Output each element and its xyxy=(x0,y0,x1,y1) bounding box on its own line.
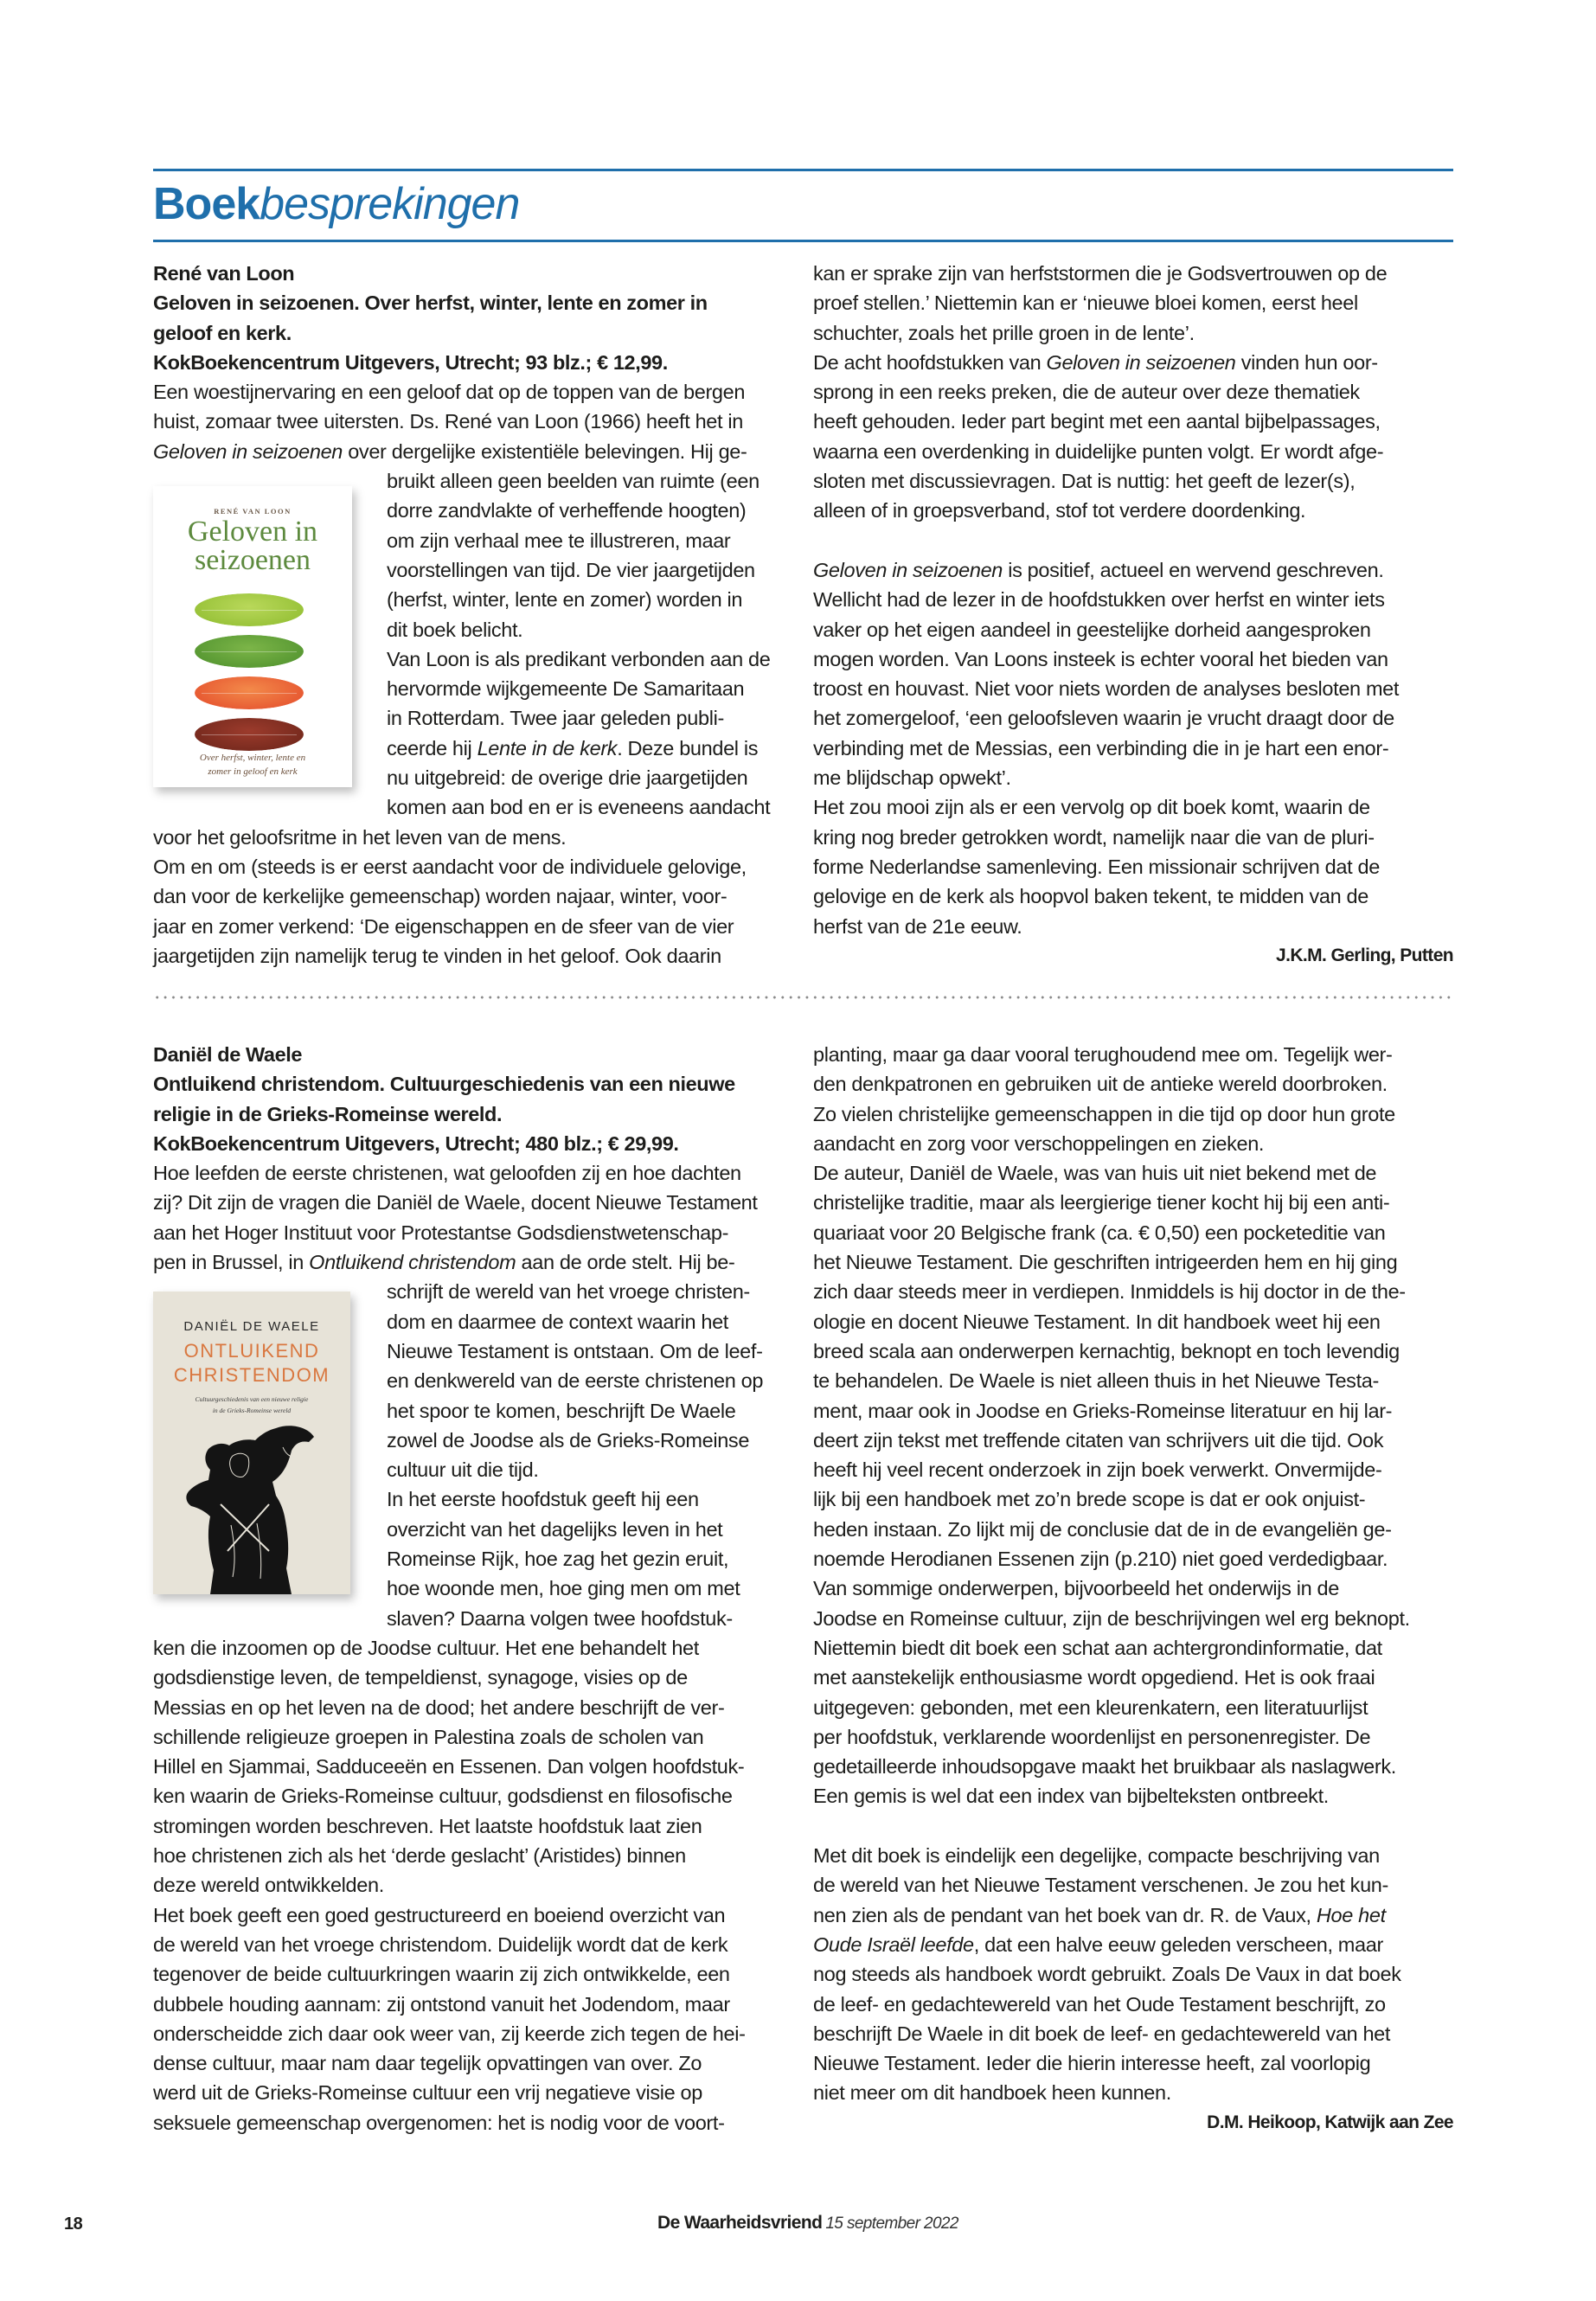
text-line: zij? Dit zijn de vragen die Daniël de Waele, docent Nieuwe Testament xyxy=(153,1191,758,1215)
review-1-reviewer: J.K.M. Gerling, Putten xyxy=(1276,945,1453,965)
book-title-italic: Ontluikend christendom xyxy=(309,1251,516,1274)
text-line xyxy=(813,555,1453,585)
text-line: ken waarin de Grieks-Romeinse cultuur, godsdienst en filosofische xyxy=(153,1785,733,1808)
text-line: werd uit de Grieks-Romeinse cultuur een vrij negatieve visie op xyxy=(153,2081,702,2105)
text-line: Hillel en Sjammai, Sadduceeën en Essenen. Dan volgen hoofdstuk- xyxy=(153,1755,745,1779)
text-line: deze wereld ontwikkelden. xyxy=(153,1874,384,1897)
cover-title-line: CHRISTENDOM xyxy=(173,1364,330,1386)
cover-title xyxy=(153,517,352,574)
text-line: Hoe leefden de eerste christenen, wat geloofden zij en hoe dachten xyxy=(153,1162,741,1185)
text-line: Van sommige onderwerpen, bijvoorbeeld het onderwijs in de xyxy=(813,1577,1339,1600)
review-1-title-line: Geloven in seizoenen. Over herfst, winter, lente en zomer in xyxy=(153,292,708,315)
text-line: nu uitgebreid: de overige drie jaargetijden xyxy=(387,766,748,790)
review-1-body-right xyxy=(813,259,1453,941)
text-line: zowel de Joodse als de Grieks-Romeinse xyxy=(387,1428,750,1452)
text-line: Wellicht had de lezer in de hoofdstukken over herfst en winter iets xyxy=(813,588,1385,612)
text-line: de leef- en gedachtewereld van het Oude Testament beschrijft, zo xyxy=(813,1992,1386,2016)
section-title-bold: Boek xyxy=(153,179,260,229)
text-line: schrijft de wereld van het vroege christen- xyxy=(387,1280,750,1304)
leaf-icon-green xyxy=(195,635,304,668)
text-segment: vinden hun oor- xyxy=(1235,350,1378,374)
section-title-italic: besprekingen xyxy=(260,179,520,229)
text-segment: is positief, actueel en wervend geschreven. xyxy=(1003,558,1384,581)
book-title-italic: Lente in de kerk xyxy=(477,736,618,760)
text-line: kring nog breder getrokken wordt, namelijk naar die van de pluri- xyxy=(813,825,1375,849)
paragraph-gap xyxy=(813,526,1453,555)
leaf-icon-brown xyxy=(195,718,304,751)
cover-title-line: seizoenen xyxy=(194,544,311,576)
text-line: ment, maar ook in Joodse en Grieks-Romeinse literatuur en hij lar- xyxy=(813,1399,1393,1422)
text-line: noemde Herodianen Essenen zijn (p.210) niet goed verdedigbaar. xyxy=(813,1548,1388,1571)
text-line: Van Loon is als predikant verbonden aan de xyxy=(387,647,771,670)
book-title-italic: Geloven in seizoenen xyxy=(153,439,343,463)
text-line: Een gemis is wel dat een index van bijbelteksten ontbreekt. xyxy=(813,1785,1329,1808)
review-2-right-column xyxy=(813,1040,1453,2138)
cover-subtitle-line: zomer in geloof en kerk xyxy=(208,766,298,777)
cover-subtitle-line: Over herfst, winter, lente en xyxy=(199,753,306,763)
text-line: hoe christenen zich als het ‘derde geslacht’ (Aristides) binnen xyxy=(153,1844,686,1868)
good-shepherd-illustration-icon xyxy=(179,1421,326,1594)
text-line: dubbele houding aannam: zij ontstond vanuit het Jodendom, maar xyxy=(153,1992,730,2016)
cover-author: DANIËL DE WAELE xyxy=(183,1319,320,1334)
text-line: gedetailleerde inhoudsopgave maakt het bruikbaar als naslagwerk. xyxy=(813,1755,1396,1779)
text-line: heeft gehouden. Ieder part begint met een aantal bijbelpassages, xyxy=(813,410,1381,433)
leaf-icon-orange xyxy=(195,676,304,709)
book-title-italic: Geloven in seizoenen xyxy=(1046,350,1236,374)
text-line: (herfst, winter, lente en zomer) worden in xyxy=(387,588,743,612)
text-line: met aanstekelijk enthousiasme wordt opgediend. Het is ook fraai xyxy=(813,1666,1375,1689)
text-line: Joodse en Romeinse cultuur, zijn de beschrijvingen wel erg beknopt. xyxy=(813,1606,1410,1630)
text-line: forme Nederlandse samenleving. Een missionair schrijven dat de xyxy=(813,855,1380,878)
text-line: waarna een overdenking in duidelijke punten volgt. Er wordt afge- xyxy=(813,439,1384,463)
text-line: troost en houvast. Niet voor niets worden de analyses besloten met xyxy=(813,677,1400,701)
text-line: dense cultuur, maar nam daar tegelijk opvattingen van over. Zo xyxy=(153,2052,702,2075)
text-line: cultuur uit die tijd. xyxy=(387,1458,539,1482)
text-line: voor het geloofsritme in het leven van de mens. xyxy=(153,825,567,849)
text-line: herfst van de 21e eeuw. xyxy=(813,914,1022,938)
text-segment: pen in Brussel, in xyxy=(153,1251,310,1274)
cover-author: RENÉ VAN LOON xyxy=(214,507,292,516)
text-line: gelovige en de kerk als hoopvol baken tekent, te midden van de xyxy=(813,885,1368,908)
review-2-body-right xyxy=(813,1040,1453,2108)
text-line: Om en om (steeds is er eerst aandacht voor de individuele gelovige, xyxy=(153,855,747,878)
text-line: Een woestijnervaring en een geloof dat op de toppen van de bergen xyxy=(153,381,746,404)
publication-name: De Waarheidsvriend xyxy=(657,2213,823,2233)
leaf-icon-light-green xyxy=(195,593,304,626)
text-line: de wereld van het Nieuwe Testament verschenen. Je zou het kun- xyxy=(813,1874,1388,1897)
cover-subtitle xyxy=(153,751,352,779)
text-segment: ceerde hij xyxy=(387,736,478,760)
text-line: Messias en op het leven na de dood; het andere beschrijft de ver- xyxy=(153,1695,725,1719)
text-line xyxy=(813,1930,1453,1959)
text-line: aandacht en zorg voor verschoppelingen en zieken. xyxy=(813,1131,1265,1155)
text-line: dan voor de kerkelijke gemeenschap) worden najaar, winter, voor- xyxy=(153,885,727,908)
text-line: Niettemin biedt dit boek een schat aan achtergrondinformatie, dat xyxy=(813,1636,1382,1659)
review-1-publisher: KokBoekencentrum Uitgevers, Utrecht; 93 blz.; € 12,99. xyxy=(153,350,668,374)
text-line: verbinding met de Messias, een verbinding die in je hart een enor- xyxy=(813,736,1389,760)
text-line xyxy=(813,1900,1453,1930)
text-line: mogen worden. Van Loons insteek is echter vooral het bieden van xyxy=(813,647,1388,670)
publication-footer xyxy=(657,2213,958,2234)
text-line: Met dit boek is eindelijk een degelijke, compacte beschrijving van xyxy=(813,1844,1380,1868)
book-cover-geloven-in-seizoenen xyxy=(153,486,352,787)
text-line: stromingen worden beschreven. Het laatste hoofdstuk laat zien xyxy=(153,1814,702,1837)
text-line: den denkpatronen en gebruiken uit de antieke wereld doorbroken. xyxy=(813,1073,1388,1096)
book-title-italic: Oude Israël leefde xyxy=(813,1932,974,1956)
text-line: De auteur, Daniël de Waele, was van huis uit niet bekend met de xyxy=(813,1162,1377,1185)
review-2-publisher: KokBoekencentrum Uitgevers, Utrecht; 480 blz.; € 29,99. xyxy=(153,1131,679,1155)
text-line: kan er sprake zijn van herfststormen die je Godsvertrouwen op de xyxy=(813,262,1388,285)
cover-title-line: ONTLUIKEND xyxy=(183,1340,320,1362)
text-segment: . Deze bundel is xyxy=(617,736,759,760)
text-line: hoe woonde men, hoe ging men om met xyxy=(387,1577,740,1600)
text-line: quariaat voor 20 Belgische frank (ca. € 0,50) een pocketeditie van xyxy=(813,1221,1386,1244)
cover-subtitle-line: Cultuurgeschiedenis van een nieuwe religie xyxy=(195,1395,309,1403)
text-line: zich daar steeds meer in verdiepen. Inmiddels is hij doctor in de the- xyxy=(813,1280,1406,1304)
review-2-title-line: religie in de Grieks-Romeinse wereld. xyxy=(153,1102,503,1125)
text-line: breed scala aan onderwerpen kernachtig, beknopt en toch levendig xyxy=(813,1339,1400,1362)
text-line: onderscheidde zich daar ook weer van, zij keerde zich tegen de hei- xyxy=(153,2022,746,2045)
page-number: 18 xyxy=(64,2214,83,2234)
text-line: het zomergeloof, ‘een geloofsleven waarin je vrucht draagt door de xyxy=(813,707,1394,730)
text-line: ken die inzoomen op de Joodse cultuur. Het ene behandelt het xyxy=(153,1636,699,1659)
text-line: om zijn verhaal mee te illustreren, maar xyxy=(387,529,731,552)
text-line: dit boek belicht. xyxy=(387,618,523,641)
review-2-reviewer: D.M. Heikoop, Katwijk aan Zee xyxy=(1207,2112,1453,2132)
section-rule-bottom xyxy=(153,240,1453,242)
text-line: dorre zandvlakte of verheffende hoogten) xyxy=(387,499,747,522)
text-line: Romeinse Rijk, hoe zag het gezin eruit, xyxy=(387,1548,729,1571)
text-line: Nieuwe Testament. Ieder die hierin interesse heeft, zal voorlopig xyxy=(813,2052,1371,2075)
text-segment: , dat een halve eeuw geleden verscheen, maar xyxy=(973,1932,1383,1956)
text-segment: aan de orde stelt. Hij be- xyxy=(516,1251,735,1274)
text-line: proef stellen.’ Niettemin kan er ‘nieuwe bloei komen, eerst heel xyxy=(813,292,1358,315)
text-line: komen aan bod en er is eveneens aandacht xyxy=(387,796,771,819)
text-line: tegenover de beide cultuurkringen waarin zij zich ontwikkelde, een xyxy=(153,1963,730,1986)
cover-subtitle xyxy=(153,1394,350,1416)
text-line: beschrijft De Waele in dit boek de leef- en gedachtewereld van het xyxy=(813,2022,1391,2045)
review-1-title-line: geloof en kerk. xyxy=(153,321,292,344)
text-segment: over dergelijke existentiële belevingen. Hij ge- xyxy=(343,439,747,463)
text-segment: nen zien als de pendant van het boek van dr. R. de Vaux, xyxy=(813,1903,1317,1926)
publication-date: 15 september 2022 xyxy=(825,2214,958,2233)
text-line: schillende religieuze groepen in Palestina zoals de scholen van xyxy=(153,1725,704,1748)
review-2-author: Daniël de Waele xyxy=(153,1043,303,1066)
text-line: vaker op het eigen aandeel in geestelijke dorheid aangesproken xyxy=(813,618,1371,641)
text-line: het Nieuwe Testament. Die geschriften intrigeerden hem en hij ging xyxy=(813,1251,1398,1274)
text-line: het spoor te komen, beschrijft De Waele xyxy=(387,1399,736,1422)
dotted-divider xyxy=(153,996,1453,999)
text-line: nog steeds als handboek wordt gebruikt. Zoals De Vaux in dat boek xyxy=(813,1963,1401,1986)
text-line: sloten met discussievragen. Dat is nuttig: het geeft de lezer(s), xyxy=(813,470,1356,493)
text-line: ologie en docent Nieuwe Testament. In dit handboek weet hij een xyxy=(813,1310,1381,1333)
text-line: te behandelen. De Waele is niet alleen thuis in het Nieuwe Testa- xyxy=(813,1369,1379,1393)
text-line: hervormde wijkgemeente De Samaritaan xyxy=(387,677,745,701)
text-line: godsdienstige leven, de tempeldienst, synagoge, visies op de xyxy=(153,1666,688,1689)
text-line: heden instaan. Zo lijkt mij de conclusie dat de in de evangeliën ge- xyxy=(813,1517,1392,1541)
cover-subtitle-line: in de Grieks-Romeinse wereld xyxy=(212,1407,292,1414)
text-line: Zo vielen christelijke gemeenschappen in die tijd op door hun grote xyxy=(813,1102,1395,1125)
text-line: heeft hij veel recent onderzoek in zijn boek verwerkt. Onvermijde- xyxy=(813,1458,1382,1482)
text-line: jaargetijden zijn namelijk terug te vinden in het geloof. Ook daarin xyxy=(153,944,721,967)
text-line: jaar en zomer verkend: ‘De eigenschappen en de sfeer van de vier xyxy=(153,914,734,938)
text-line: uitgegeven: gebonden, met een kleurenkatern, een literatuurlijst xyxy=(813,1695,1368,1719)
book-title-italic: Geloven in seizoenen xyxy=(813,558,1003,581)
text-line: schuchter, zoals het prille groen in de lente’. xyxy=(813,321,1195,344)
book-title-italic: Hoe het xyxy=(1316,1903,1386,1926)
book-cover-ontluikend-christendom xyxy=(153,1292,350,1594)
text-line: overzicht van het dagelijks leven in het xyxy=(387,1517,723,1541)
text-line: sprong in een reeks preken, die de auteur over deze thematiek xyxy=(813,381,1360,404)
text-line: bruikt alleen geen beelden van ruimte (een xyxy=(387,470,760,493)
text-line: voorstellingen van tijd. De vier jaargetijden xyxy=(387,558,755,581)
text-line: huist, zomaar twee uitersten. Ds. René van Loon (1966) heeft het in xyxy=(153,410,743,433)
cover-title xyxy=(153,1339,350,1388)
text-line: seksuele gemeenschap overgenomen: het is nodig voor de voort- xyxy=(153,2111,725,2134)
text-line: planting, maar ga daar vooral terughoudend mee om. Tegelijk wer- xyxy=(813,1043,1393,1066)
text-line xyxy=(153,1247,780,1277)
text-line: en denkwereld van de eerste christenen op xyxy=(387,1369,764,1393)
review-1-author: René van Loon xyxy=(153,262,295,285)
cover-title-line: Geloven in xyxy=(187,516,318,548)
text-line: Nieuwe Testament is ontstaan. Om de leef- xyxy=(387,1339,763,1362)
text-line: slaven? Daarna volgen twee hoofdstuk- xyxy=(387,1606,733,1630)
text-line: niet meer om dit handboek heen kunnen. xyxy=(813,2081,1171,2105)
text-line: deert zijn tekst met treffende citaten van schrijvers uit die tijd. Ook xyxy=(813,1428,1384,1452)
text-line: per hoofdstuk, verklarende woordenlijst en personenregister. De xyxy=(813,1725,1371,1748)
text-line: me blijdschap opwekt’. xyxy=(813,766,1011,790)
section-rule-top xyxy=(153,169,1453,171)
text-line: aan het Hoger Instituut voor Protestantse Godsdienstwetenschap- xyxy=(153,1221,729,1244)
text-line: Het zou mooi zijn als er een vervolg op dit boek komt, waarin de xyxy=(813,796,1370,819)
text-line xyxy=(813,348,1453,377)
text-line: christelijke traditie, maar als leergierige tiener kocht hij bij een anti- xyxy=(813,1191,1390,1215)
section-title xyxy=(153,176,519,232)
text-line: dom en daarmee de context waarin het xyxy=(387,1310,728,1333)
paragraph-gap xyxy=(813,1811,1453,1841)
review-2-title-line: Ontluikend christendom. Cultuurgeschiedenis van een nieuwe xyxy=(153,1073,735,1096)
text-line: lijk bij een handboek met zo’n brede scope is dat er ook onjuist- xyxy=(813,1488,1366,1511)
text-line: In het eerste hoofdstuk geeft hij een xyxy=(387,1488,699,1511)
text-segment: De acht hoofdstukken van xyxy=(813,350,1047,374)
review-1-right-column xyxy=(813,259,1453,971)
text-line: Het boek geeft een goed gestructureerd en boeiend overzicht van xyxy=(153,1903,726,1926)
text-line: alleen of in groepsverband, stof tot verdere doordenking. xyxy=(813,499,1306,522)
text-line: in Rotterdam. Twee jaar geleden publi- xyxy=(387,707,724,730)
text-line: de wereld van het vroege christendom. Duidelijk wordt dat de kerk xyxy=(153,1932,728,1956)
text-line xyxy=(153,437,780,466)
